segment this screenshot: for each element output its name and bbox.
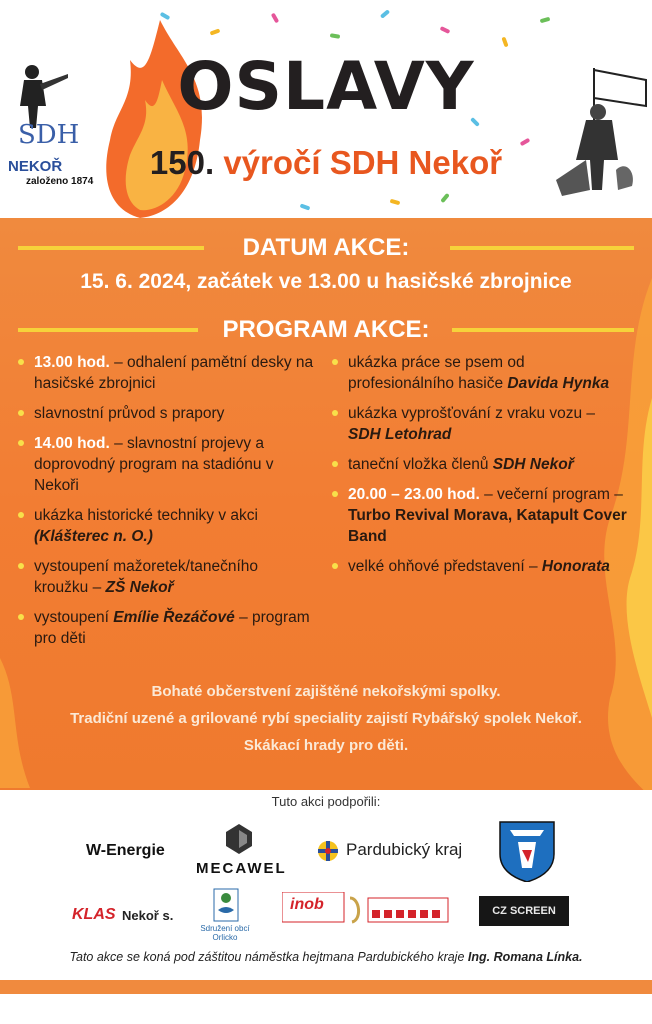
orlicko-logo-icon: [213, 888, 239, 922]
item-text: taneční vložka členů: [348, 456, 493, 473]
item-time: 14.00 hod.: [34, 435, 110, 452]
confetti: [540, 17, 551, 23]
program-item: [16, 607, 316, 649]
bullet-icon: [18, 512, 24, 518]
item-text: ukázka práce se psem od profesionálního hasiče: [348, 354, 525, 392]
bullet-icon: [332, 491, 338, 497]
program-column-left: [16, 352, 316, 658]
item-highlight: ZŠ Nekoř: [105, 579, 174, 596]
item-highlight: Davida Hynka: [507, 375, 610, 392]
item-text: velké ohňové představení –: [348, 558, 542, 575]
confetti: [380, 9, 390, 18]
logo-sdh-text: SDH: [18, 120, 80, 150]
item-text: – odhalení pamětní desky na hasičské zbrojnici: [34, 354, 314, 392]
bullet-icon: [18, 563, 24, 569]
sponsor-orlicko: Sdružení obcí Orlicko: [200, 924, 250, 942]
item-time: 13.00 hod.: [34, 354, 110, 371]
item-text: vystoupení mažoretek/tanečního kroužku –: [34, 558, 259, 596]
subtitle-text: výročí SDH Nekoř: [223, 144, 503, 181]
sponsor-inob: [282, 892, 452, 932]
item-bands: Turbo Revival Morava, Katapult Cover Band: [348, 507, 627, 545]
item-text: slavnostní průvod s prapory: [34, 405, 225, 422]
bullet-icon: [332, 410, 338, 416]
sponsor-klas: KLAS: [72, 906, 116, 923]
item-text: – večerní program –: [479, 486, 623, 503]
confetti: [440, 26, 451, 34]
item-text-after: – program pro děti: [34, 609, 310, 647]
program-item: [16, 556, 316, 598]
item-highlight: SDH Nekoř: [492, 456, 574, 473]
confetti: [160, 12, 171, 20]
sponsor-wenergie: W-Energie: [86, 842, 165, 859]
subtitle-number: 150.: [149, 144, 215, 181]
bullet-icon: [332, 461, 338, 467]
program-item: [330, 454, 630, 475]
patronage-note: [0, 950, 652, 964]
sponsor-klas-nekor: Nekoř s.: [122, 908, 174, 923]
info-band: [0, 678, 652, 786]
item-time: 20.00 – 23.00 hod.: [348, 486, 480, 503]
logo-founded-text: založeno 1874: [26, 176, 94, 187]
program-item: [330, 556, 630, 577]
program-section: [0, 218, 652, 790]
info-line: Bohaté občerstvení zajištěné nekořskými spolky.: [151, 683, 501, 700]
confetti: [440, 193, 449, 203]
sponsor-pardubicky-kraj: Pardubický kraj: [346, 840, 463, 859]
bullet-icon: [18, 614, 24, 620]
item-highlight: Honorata: [541, 558, 610, 575]
patronage-name: Ing. Romana Línka.: [467, 950, 583, 964]
program-heading: PROGRAM AKCE:: [222, 316, 430, 343]
municipal-crest-icon: [498, 820, 556, 882]
bullet-icon: [332, 359, 338, 365]
mecawel-logo-icon: [224, 824, 254, 854]
bullet-icon: [332, 563, 338, 569]
item-highlight: (Klášterec n. O.): [34, 528, 153, 545]
logo-nekor-text: NEKOŘ: [8, 158, 63, 175]
confetti: [390, 199, 401, 205]
program-item: [16, 433, 316, 496]
program-item: [16, 403, 316, 424]
program-item: [16, 505, 316, 547]
confetti: [271, 13, 279, 24]
info-line: Skákací hrady pro děti.: [243, 737, 409, 754]
pardubicky-kraj-icon: [317, 840, 339, 862]
info-line: Tradiční uzené a grilované rybí speciality zajistí Rybářský spolek Nekoř.: [70, 710, 582, 727]
page-title: OSLAVY: [177, 48, 475, 125]
patronage-text: Tato akce se koná pod záštitou náměstka hejtmana Pardubického kraje: [69, 950, 468, 964]
program-item: [330, 403, 630, 445]
inob-text: inob: [290, 896, 324, 913]
program-column-right: [330, 352, 630, 586]
program-item: [330, 352, 630, 394]
item-text: – slavnostní projevy a doprovodný program na stadiónu v Nekoři: [34, 435, 274, 494]
bullet-icon: [18, 359, 24, 365]
confetti: [300, 203, 311, 210]
confetti: [501, 37, 508, 48]
program-item: [16, 352, 316, 394]
header-section: [0, 0, 652, 218]
item-text: ukázka vyprošťování z vraku vozu –: [348, 405, 596, 422]
bottom-bar: [0, 980, 652, 994]
bullet-icon: [18, 440, 24, 446]
date-heading: DATUM AKCE:: [242, 234, 410, 261]
bullet-icon: [18, 410, 24, 416]
program-item: [330, 484, 630, 547]
item-text: vystoupení: [34, 609, 114, 626]
item-text: ukázka historické techniky v akci: [34, 507, 258, 524]
item-highlight: SDH Letohrad: [348, 426, 452, 443]
sponsor-mecawel: MECAWEL: [196, 860, 287, 877]
sponsors-title: Tuto akci podpořili:: [271, 794, 381, 809]
date-text: 15. 6. 2024, začátek ve 13.00 u hasičské zbrojnice: [80, 270, 572, 293]
sponsor-czscreen: CZ SCREEN: [479, 896, 569, 926]
saint-florian-icon: [546, 60, 650, 200]
confetti: [330, 33, 341, 39]
item-highlight: Emílie Řezáčové: [113, 609, 235, 626]
